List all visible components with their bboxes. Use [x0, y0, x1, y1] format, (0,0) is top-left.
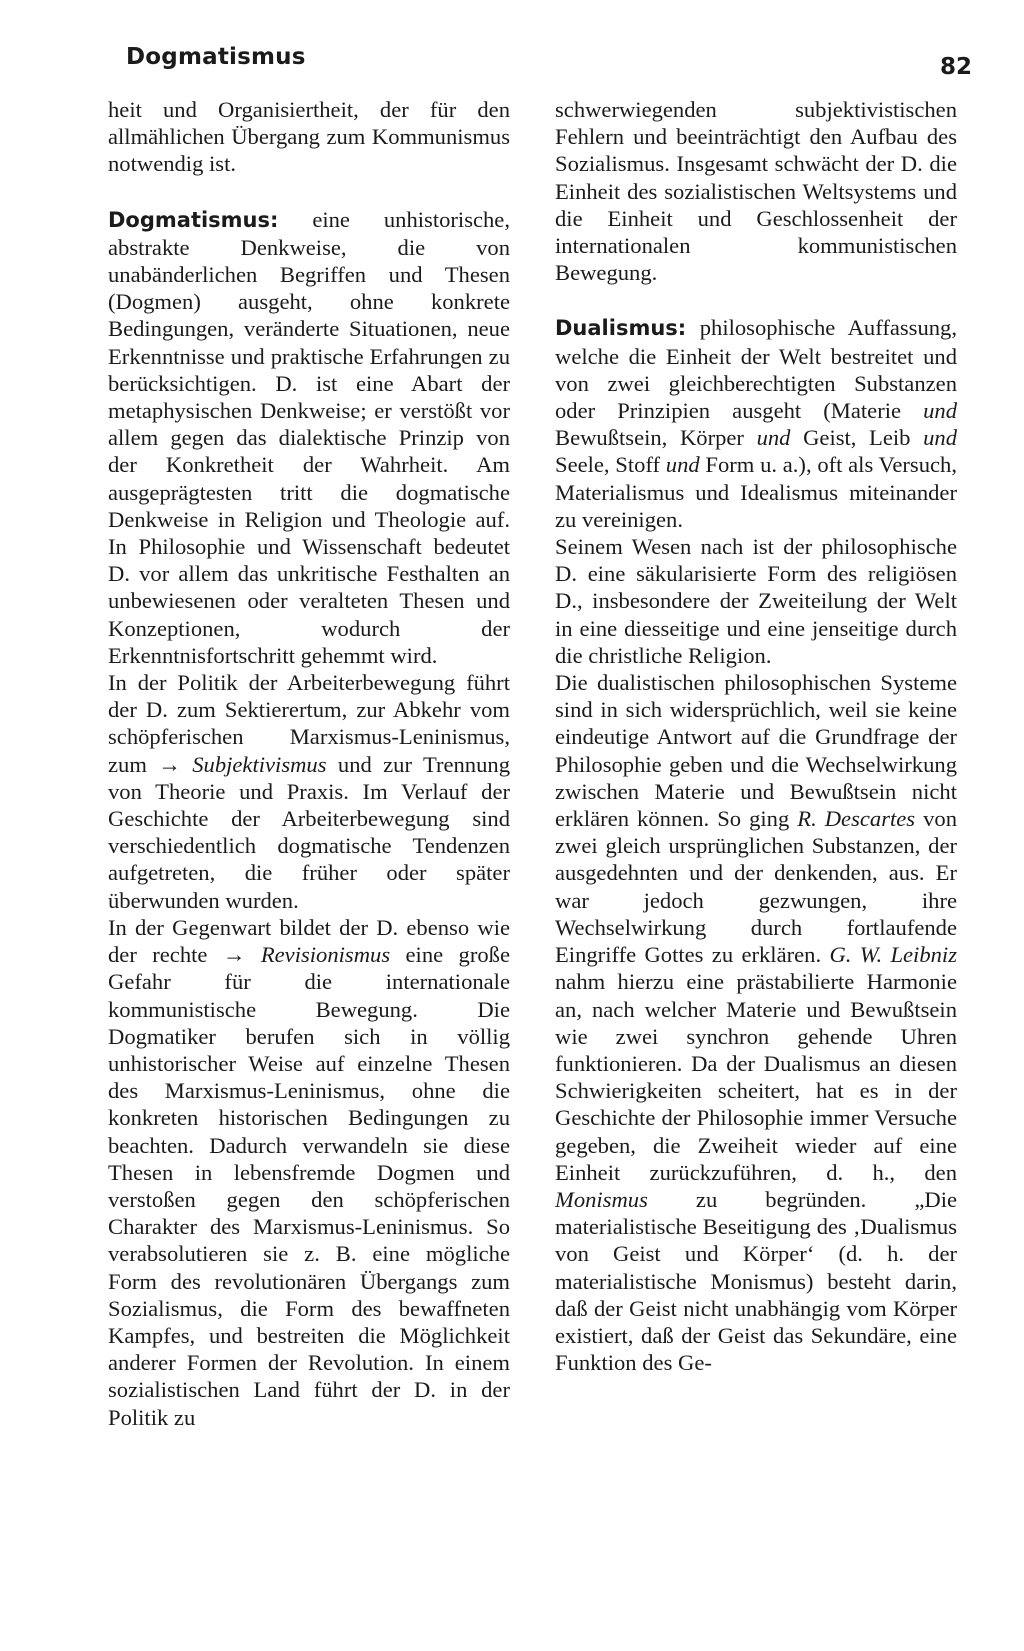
left-column [108, 96, 510, 1431]
entry-paragraph: In der Gegenwart bildet der D. ebenso wie der rechte → Revisionismus eine große Gefahr für die internationale kommunistische Bewegung. Die Dogmatiker berufen sich in völlig unhistorischer Weise auf einzelne Thesen des Marxismus-Leninismus, ohne die konkreten historischen Bedingungen zu beachten. Dadurch verwandeln sie diese Thesen in lebensfremde Dogmen und verstoßen gegen den schöpferischen Charakter des Marxismus-Leninismus. So verabsolutieren sie z. B. eine mögliche Form des revolutionären Übergangs zum Sozialismus, die Form des bewaffneten Kampfes, und bestreiten die Möglichkeit anderer Formen der Revolution. In einem sozialistischen Land führt der D. in der Politik zu [108, 914, 511, 1430]
entry-paragraph: In der Politik der Arbeiterbewegung führt der D. zum Sektierertum, zur Abkehr vom schöpferischen Marxismus-Leninismus, zum → Subjektivismus und zur Trennung von Theorie und Praxis. Im Verlauf der Geschichte der Arbeiterbewegung sind verschiedentlich dogmatische Tendenzen aufgetreten, die früher oder später überwunden wurden. [108, 670, 510, 913]
entry-dogmatismus: Dogmatismus: eine unhistorische, abstrakte Denkweise, die von unabänderlichen Begriffen und Thesen (Dogmen) ausgeht, ohne konkrete Bedingungen, veränderte Situationen, neue Erkenntnisse und praktische Erfahrungen zu berücksichtigen. D. ist eine Abart der metaphysischen Denkweise; er verstößt vor allem gegen das dialektische Prinzip von der Konkretheit der Wahrheit. Am ausgeprägtesten tritt die dogmatische Denkweise in Religion und Theologie auf. In Philosophie und Wissenschaft bedeutet D. vor allem das unkritische Festhalten an unbewiesenen oder veralteten Thesen und Konzeptionen, wodurch der Erkenntnisfortschritt gehemmt wird. [108, 206, 510, 668]
continuation-text: heit und Organisiertheit, der für den allmählichen Übergang zum Kommunismus notwendig ist. [108, 97, 510, 177]
cross-reference[interactable]: Monismus [555, 1186, 648, 1212]
page-number: 82 [939, 54, 972, 80]
person-name: G. W. Leibniz [829, 942, 957, 968]
person-name: R. Descartes [797, 806, 916, 832]
continuation-text: schwerwiegenden subjektivistischen Fehlern und beeinträchtigt den Aufbau des Sozialismus. Insgesamt schwächt der D. die Einheit des sozialistischen Weltsystems und die Einheit und Geschlossenheit der internationalen kommunistischen Bewegung. [555, 97, 957, 286]
cross-reference[interactable]: Subjektivismus [192, 751, 327, 777]
entry-dualismus: Dualismus: philosophische Auffassung, welche die Einheit der Welt bestreitet und von zwei gleichberechtigten Substanzen oder Prinzipien ausgeht (Materie und Bewußtsein, Körper und Geist, Leib und Seele, Stoff und Form u. a.), oft als Versuch, Materialismus und Idealismus miteinander zu vereinigen. [555, 315, 957, 532]
cross-reference[interactable]: Revisionismus [260, 942, 391, 968]
running-head: Dogmatismus [126, 44, 306, 70]
entry-paragraph: Seinem Wesen nach ist der philosophische D. eine säkularisierte Form des religiösen D., insbesondere der Zweiteilung der Welt in eine diesseitige und eine jenseitige durch die christliche Religion. [555, 534, 957, 668]
right-column [555, 96, 957, 1376]
entry-term: Dualismus: [555, 316, 687, 341]
entry-paragraph: Die dualistischen philosophischen Systeme sind in sich widersprüchlich, weil sie keine eindeutige Antwort auf die Grundfrage der Philosophie geben und die Wechselwirkung zwischen Materie und Bewußtsein nicht erklären können. So ging R. Descartes von zwei gleich ursprünglichen Substanzen, der ausgedehnten und der denkenden, aus. Er war jedoch gezwungen, ihre Wechselwirkung durch fortlaufende Eingriffe Gottes zu erklären. G. W. Leibniz nahm hierzu eine prästabilierte Harmonie an, nach welcher Materie und Bewußtsein wie zwei synchron gehende Uhren funktionieren. Da der Dualismus an diesen Schwierigkeiten scheitert, hat es in der Geschichte der Philosophie immer Versuche gegeben, die Zweiheit wieder auf eine Einheit zurückzuführen, d. h., den Monismus zu begründen. „Die materialistische Beseitigung des ‚Dualismus von Geist und Körper‘ (d. h. der materialistische Monismus) besteht darin, daß der Geist nicht unabhängig vom Körper existiert, daß der Geist das Sekundäre, eine Funktion des Ge- [555, 670, 957, 1376]
entry-term: Dogmatismus: [108, 207, 279, 232]
